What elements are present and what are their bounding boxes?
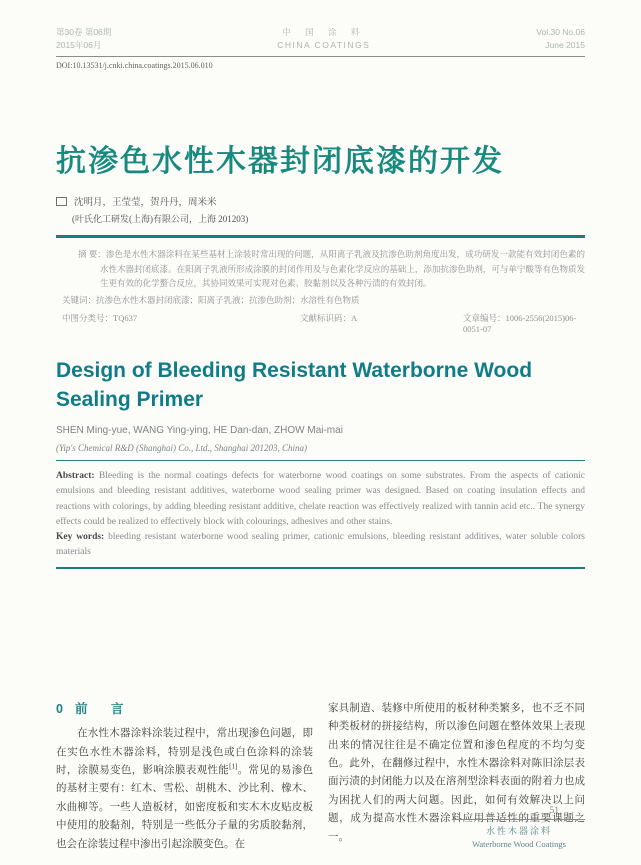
abstract-bottom-rule [56,567,585,569]
body-paragraph-left [56,725,313,854]
header-issue-block [56,26,111,52]
affiliation-en: (Yip's Chemical R&D (Shanghai) Co., Ltd., Shanghai 201203, China) [56,443,308,453]
header-volume-block [536,26,585,52]
document-code: 文献标识码：A [300,313,358,323]
article-id: 文章编号：1006-2556(2015)06-0051-07 [463,313,577,334]
abstract-en [56,469,585,561]
body-left-text-1: 在水性木器涂料涂装过程中，常出现渗色问题，即在实色水性木器涂料，特别是浅色或白色涂料的涂装时，涂膜易变色，影响涂膜表观性能 [56,728,313,776]
journal-header [56,26,585,52]
footer-column-cn: 水性木器涂料 [485,826,552,836]
reference-marker: [1] [229,762,238,771]
english-title-divider [56,460,585,461]
doi-line: DOI:10.13531/j.cnki.china.coatings.2015.06.010 [56,61,213,70]
author-marker-icon [56,197,67,206]
body-left-text-2: 。常见的易渗色的基材主要有：红木、雪松、胡桃木、沙比利、橡木、水曲柳等。一些人造板材，如密度板和实木木皮贴皮板中使用的胶黏剂，特别是一些低分子量的劣质胶黏剂，也会在涂装过程中渗出引起涂膜变色。在 [56,765,314,850]
journal-name-en: CHINA COATINGS [277,40,371,50]
date-en: June 2015 [545,40,585,50]
abstract-cn-text: 渗色是水性木器涂料在某些基材上涂装时常出现的问题，从阳离子乳液及抗渗色助剂角度出发，成功研发一款能有效封闭色素的水性木器封闭底漆。在阳离子乳液所形成涂膜的封闭作用及与色素化学反应的基础上，添加抗渗色助剂，可与单宁酸等有色物质发生更有效的化学螯合反应，其协同效果可实现对色素、胶黏剂以及各种污渍的有效封闭。 [100,249,585,288]
abstract-en-text: Bleeding is the normal coatings defects for waterborne wood coatings on some substrates. From the aspects of cationic emulsions and bleeding resistant additives, waterborne wood sealing primer was designed. Based on coating insulation effects and reactions with colorings, by adding bleeding resistant additive, chelate reaction was effectively realized with tannin acid etc.. The synergy effects could be realized to effectively block with colourings, adhesives and other stains. [56,471,585,527]
abstract-cn [78,247,585,291]
keywords-en-text: bleeding resistant waterborne wood sealing primer, cationic emulsions, bleeding resistant additives, water soluble colors materials [56,532,585,558]
page-number: 51 [549,806,559,816]
keywords-cn-text: 抗渗色水性木器封闭底漆；阳离子乳液；抗渗色助剂；水溶性有色物质 [96,294,360,305]
section-title: 前 言 [74,701,134,716]
page-footer [453,806,585,849]
header-journal-block [277,26,370,52]
abstract-cn-label: 摘 要： [78,249,106,259]
keywords-en-label: Key words: [56,532,105,543]
body-column-left [56,700,313,854]
footer-column-en: Waterborne Wood Coatings [472,839,566,849]
abstract-en-label: Abstract: [56,471,95,481]
article-title-en: Design of Bleeding Resistant Waterborne Wood Sealing Primer [56,359,533,411]
affiliation-cn: (叶氏化工研发(上海)有限公司，上海 201203) [72,214,249,224]
authors-en: SHEN Ming-yue, WANG Ying-ying, HE Dan-dan, ZHOW Mai-mai [56,425,343,436]
volume-issue-cn: 第30卷 第06期 [56,27,112,37]
keywords-cn-label: 关键词： [62,294,97,305]
article-title-cn: 抗渗色水性木器封闭底漆的开发 [56,145,504,178]
footer-rule [453,819,585,820]
title-divider-rule [56,235,585,238]
date-cn: 2015年06月 [56,40,102,50]
section-heading [56,700,313,718]
authors-cn: 沈明月，王莹莹，贺丹丹，周米米 [74,198,217,208]
section-number: 0 [56,701,63,716]
authors-line-cn [56,194,585,208]
classification-row [62,312,585,334]
body-paragraph-right: 家具制造、装修中所使用的板材种类繁多，也不乏不同种类板材的拼接结构，所以渗色问题在整体效果上表现出来的情况往往是不确定位置和渗色程度的不均匀变色。此外，在翻修过程中，水性木器涂料对陈旧涂层表面污渍的封闭能力以及在溶剂型涂料表面的附着力也成为困扰人们的两大问题。因此，如何有效解决以上问题，成为提高水性木器涂料应用普适性的重要课题之一。 [328,702,585,843]
volume-number-en: Vol.30 No.06 [536,27,585,37]
clc-number: 中图分类号：TQ637 [62,313,138,323]
header-divider [56,56,585,57]
keywords-cn [62,293,585,308]
journal-name-cn: 中 国 涂 料 [282,27,366,37]
